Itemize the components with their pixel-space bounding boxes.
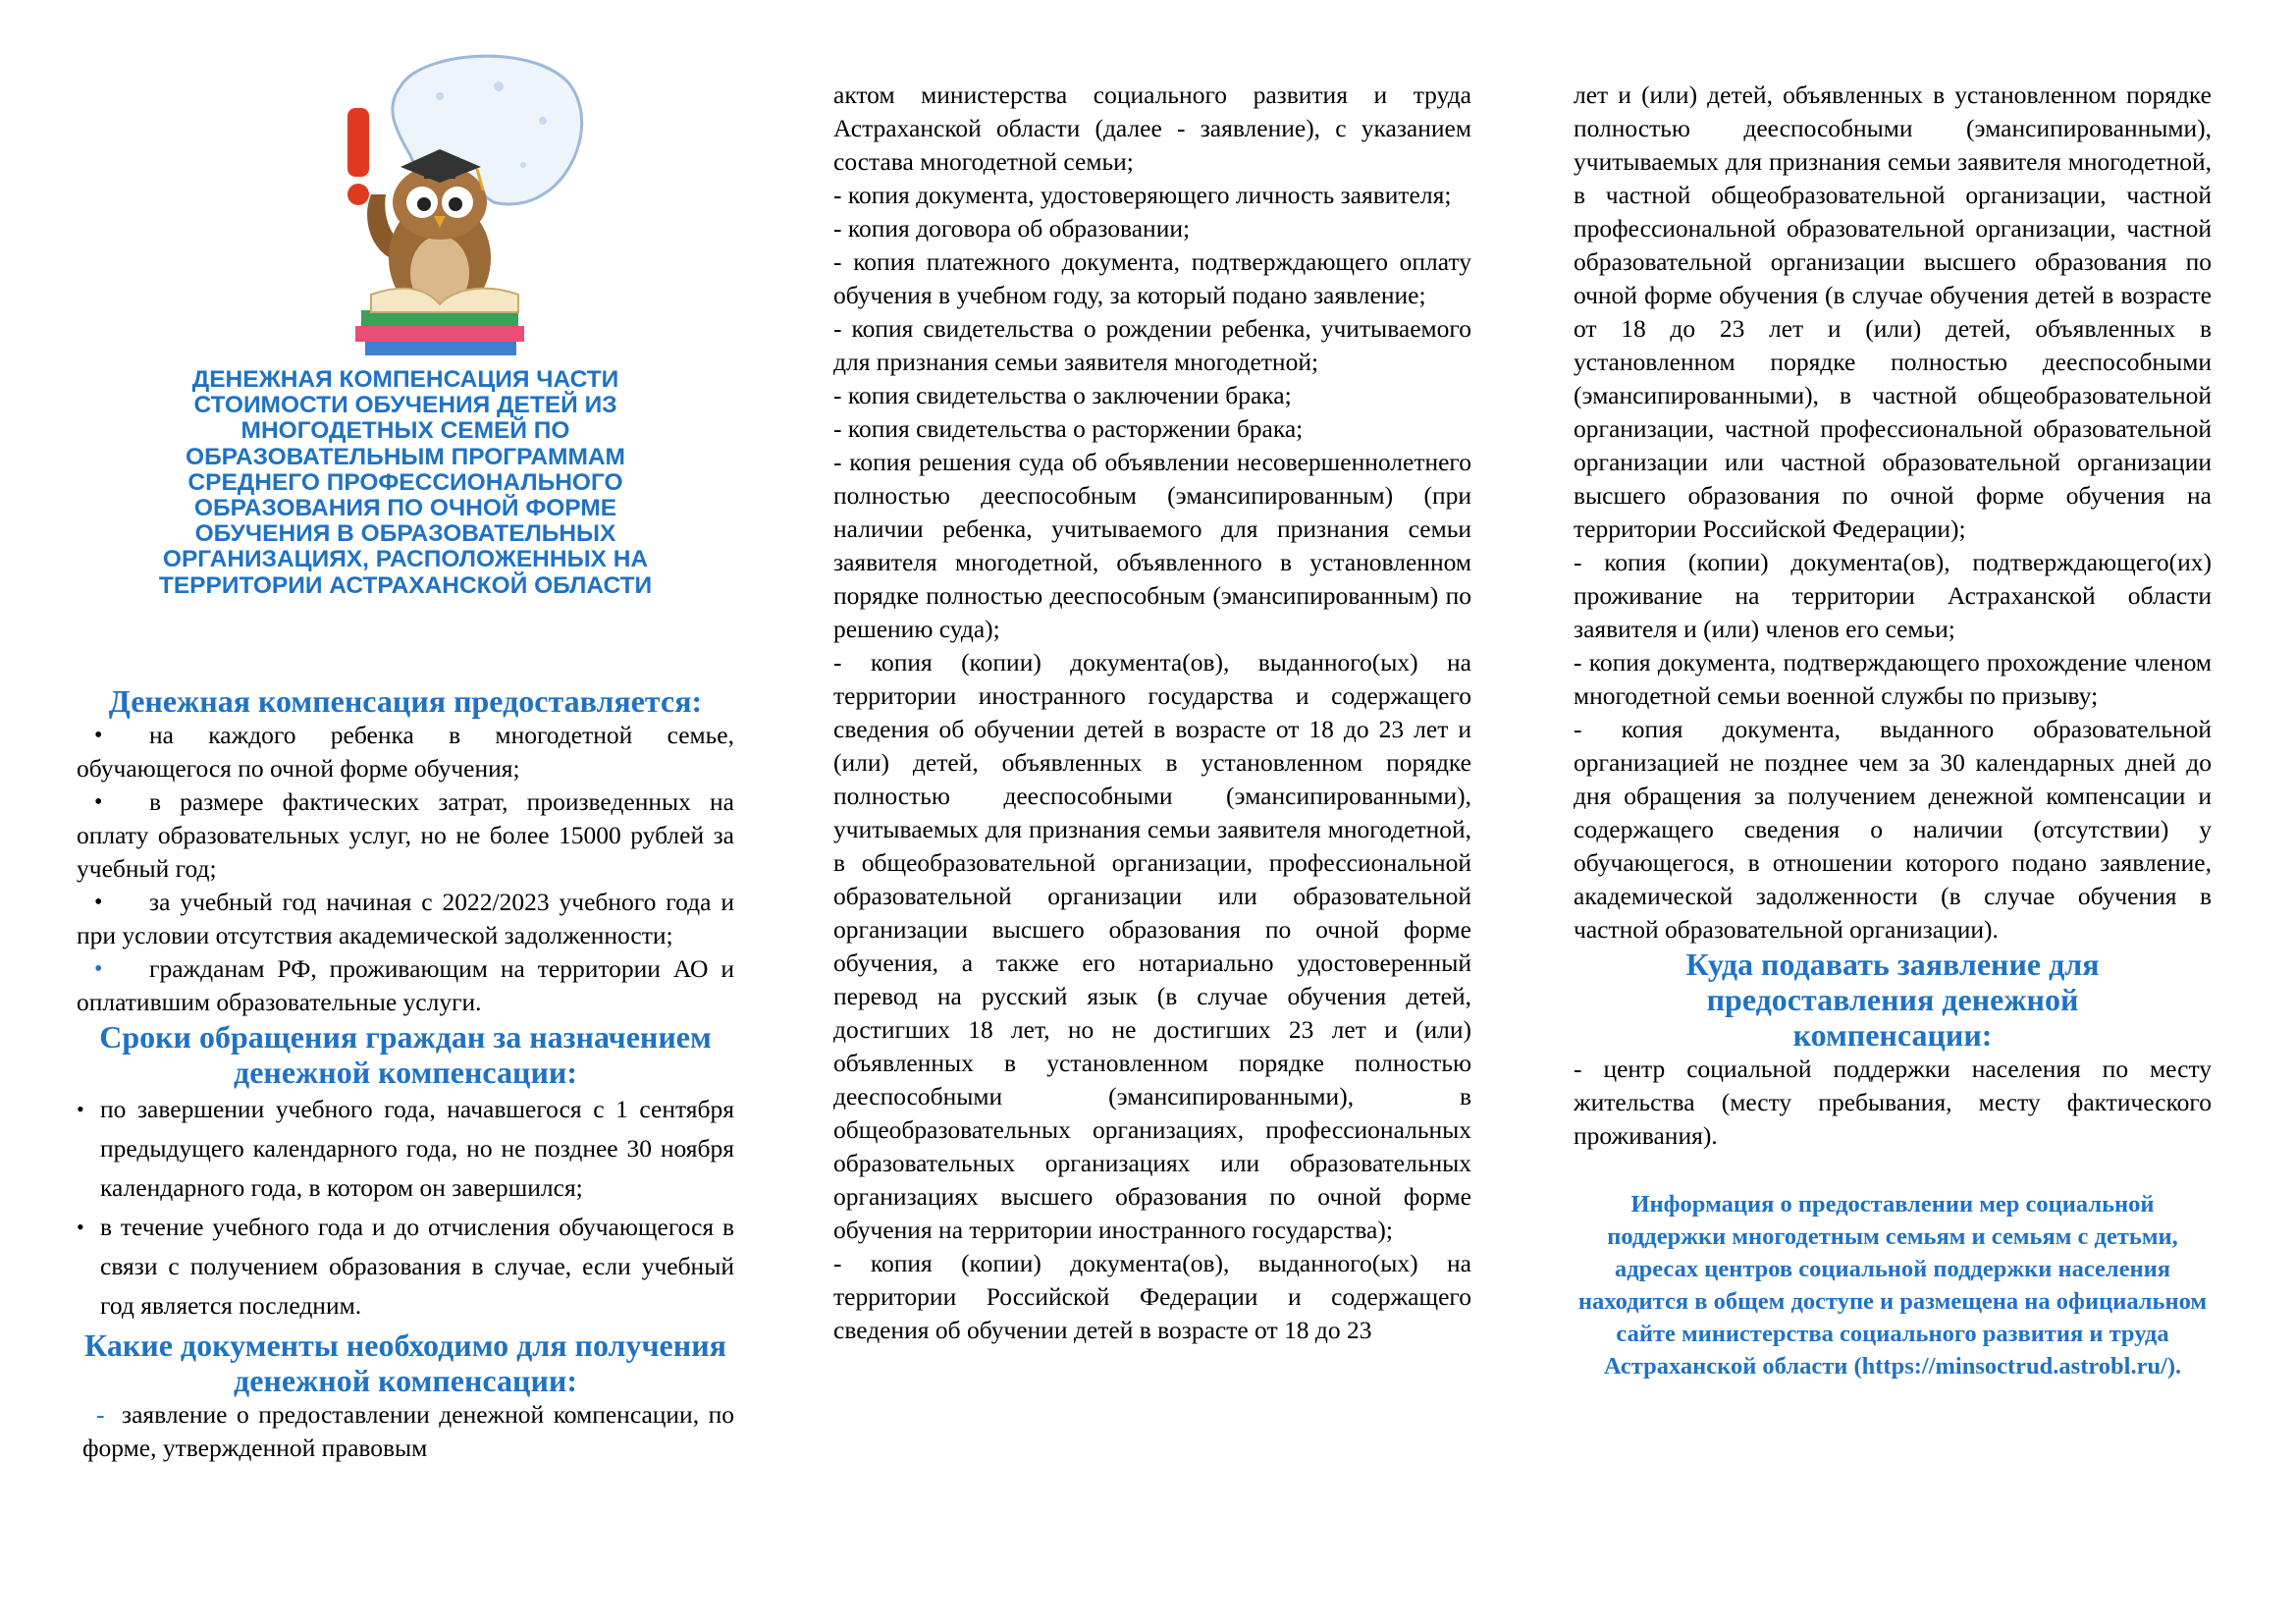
document-paragraph: - копия (копии) документа(ов), выданного(ых) на территории иностранного государства и содержащего сведения об обучении детей в возрасте от 18 до 23 лет и (или) детей, объявленных в установленном порядке полностью дееспособными (эмансипированными), учитываемых для признания семьи заявителя многодетной, в общеобразовательной организации, профессиональной образовательной организации или образовательной организации высшего образования по очной форме обучения, а также его нотариально удостоверенный перевод на русский язык (в случае обучения детей, достигших 18 лет, но не достигших 23 лет и (или) объявленных в установленном порядке полностью дееспособными (эмансипированными), в общеобразовательных организациях, профессиональных образовательных организациях или образовательных организациях высшего образования по очной форме обучения на территории иностранного государства);	[833, 648, 1471, 1244]
list-item-text: в размере фактических затрат, произведенных на оплату образовательных услуг, но не более 15000 рублей за учебный год;	[77, 787, 734, 883]
list-item-text: за учебный год начиная с 2022/2023 учебного года и при условии отсутствия академической задолженности;	[77, 888, 734, 949]
list-item	[77, 952, 734, 1019]
owl-illustration-icon	[332, 47, 587, 361]
list-item	[77, 1398, 734, 1465]
list-item-text: в течение учебного года и до отчисления обучающегося в связи с получением образования в случае, если учебный год является последним.	[100, 1213, 734, 1320]
document-paragraph: - копия документа, подтверждающего прохождение членом многодетной семьи военной службы по призыву;	[1574, 648, 2212, 710]
title-line: СРЕДНЕГО ПРОФЕССИОНАЛЬНОГО	[187, 468, 623, 496]
title-line: ОБРАЗОВАНИЯ ПО ОЧНОЙ ФОРМЕ	[193, 495, 617, 522]
dash-marker: -	[96, 1400, 105, 1429]
document-paragraph: - копия документа, выданного образовательной организацией не позднее чем за 30 календарных дней до дня обращения за получением денежной компенсации и содержащего сведения о наличии (отсутствии) у обучающегося, в отношении которого подано заявление, академической задолженности (в случае обучения в частной образовательной организации).	[1574, 715, 2212, 944]
document-paragraph: - копия платежного документа, подтверждающего оплату обучения в учебном году, за который подано заявление;	[833, 247, 1471, 309]
title-line: МНОГОДЕТНЫХ СЕМЕЙ ПО	[240, 417, 570, 445]
document-paragraph: - копия (копии) документа(ов), подтверждающего(их) проживание на территории Астраханской области заявителя и (или) членов его семьи;	[1574, 548, 2212, 643]
info-note: Информация о предоставлении мер социальной поддержки многодетным семьям и семьям с детьми, адресах центров социальной поддержки населения находится в общем доступе и размещена на официальном сайте министерства социального развития и труда Астраханской области (https://minsoctrud.astrobl.ru/).	[1577, 1191, 2208, 1380]
bullet-dot-icon: •	[77, 1097, 84, 1121]
bullet-dot-icon: •	[94, 890, 103, 915]
section-heading-deadlines: Сроки обращения граждан за назначением денежной компенсации:	[99, 1019, 712, 1090]
list-item-text: заявление о предоставлении денежной компенсации, по форме, утвержденной правовым	[82, 1400, 734, 1462]
list-item	[77, 1090, 734, 1208]
section-heading-where-to-apply: Куда подавать заявление для предоставления денежной компенсации:	[1685, 947, 2100, 1053]
list-item	[77, 886, 734, 952]
list-item-text: на каждого ребенка в многодетной семье, обучающегося по очной форме обучения;	[77, 721, 734, 783]
document-paragraph: - копия свидетельства о расторжении брака;	[833, 414, 1304, 443]
column-middle	[833, 79, 1471, 1347]
bullet-dot-icon: •	[94, 723, 103, 748]
list-item	[77, 1208, 734, 1326]
document-paragraph: - копия договора об образовании;	[833, 214, 1191, 243]
where-to-apply-text: - центр социальной поддержки населения по месту жительства (месту пребывания, месту фактического проживания).	[1574, 1055, 2212, 1150]
column-right	[1574, 79, 2212, 1382]
list-item-text: гражданам РФ, проживающим на территории АО и оплатившим образовательные услуги.	[77, 954, 734, 1016]
title-line: ТЕРРИТОРИИ АСТРАХАНСКОЙ ОБЛАСТИ	[158, 571, 653, 599]
document-paragraph: - копия решения суда об объявлении несовершеннолетнего полностью дееспособным (эмансипированным) (при наличии ребенка, учитываемого для признания семьи заявителя многодетной, объявленного в установленном порядке полностью дееспособным (эмансипированным) по решению суда);	[833, 448, 1471, 643]
document-paragraph: - копия документа, удостоверяющего личность заявителя;	[833, 181, 1452, 209]
document-paragraph: лет и (или) детей, объявленных в установленном порядке полностью дееспособными (эмансипированными), учитываемых для признания семьи заявителя многодетной, в частной общеобразовательной организации, частной профессиональной образовательной организации, частной образовательной организации высшего образования по очной форме обучения (в случае обучения детей в возрасте от 18 до 23 лет и (или) детей, объявленных в установленном порядке полностью дееспособными (эмансипированными), в частной общеобразовательной организации, частной профессиональной образовательной организации или частной образовательной организации высшего образования по очной форме обучения на территории Российской Федерации);	[1574, 81, 2212, 543]
document-paragraph: - копия свидетельства о заключении брака;	[833, 381, 1292, 409]
left-column-body	[77, 683, 734, 1465]
section-heading-provided: Денежная компенсация предоставляется:	[108, 683, 703, 719]
list-item	[77, 785, 734, 886]
title-line: ОБУЧЕНИЯ В ОБРАЗОВАТЕЛЬНЫХ	[194, 520, 616, 548]
title-line: ДЕНЕЖНАЯ КОМПЕНСАЦИЯ ЧАСТИ	[191, 366, 619, 393]
document-paragraph: актом министерства социального развития и труда Астраханской области (далее - заявление), с указанием состава многодетной семьи;	[833, 81, 1471, 176]
title-line: ОБРАЗОВАТЕЛЬНЫМ ПРОГРАММАМ	[186, 443, 625, 470]
main-title	[96, 367, 715, 599]
list-item-text: по завершении учебного года, начавшегося с 1 сентября предыдущего календарного года, но не позднее 30 ноября календарного года, в котором он завершился;	[100, 1095, 734, 1202]
document-paragraph: - копия свидетельства о рождении ребенка, учитываемого для признания семьи заявителя многодетной;	[833, 314, 1471, 376]
title-line: СТОИМОСТИ ОБУЧЕНИЯ ДЕТЕЙ ИЗ	[193, 392, 617, 419]
document-paragraph: - копия (копии) документа(ов), выданного(ых) на территории Российской Федерации и содержащего сведения об обучении детей в возрасте от 18 до 23	[833, 1249, 1471, 1344]
list-item	[77, 719, 734, 785]
section-heading-documents: Какие документы необходимо для получения денежной компенсации:	[84, 1327, 726, 1398]
bullet-dot-icon: •	[77, 1215, 84, 1239]
title-line: ОРГАНИЗАЦИЯХ, РАСПОЛОЖЕННЫХ НА	[162, 546, 649, 573]
bullet-dot-icon: •	[94, 789, 103, 815]
bullet-dot-icon: •	[94, 956, 103, 982]
